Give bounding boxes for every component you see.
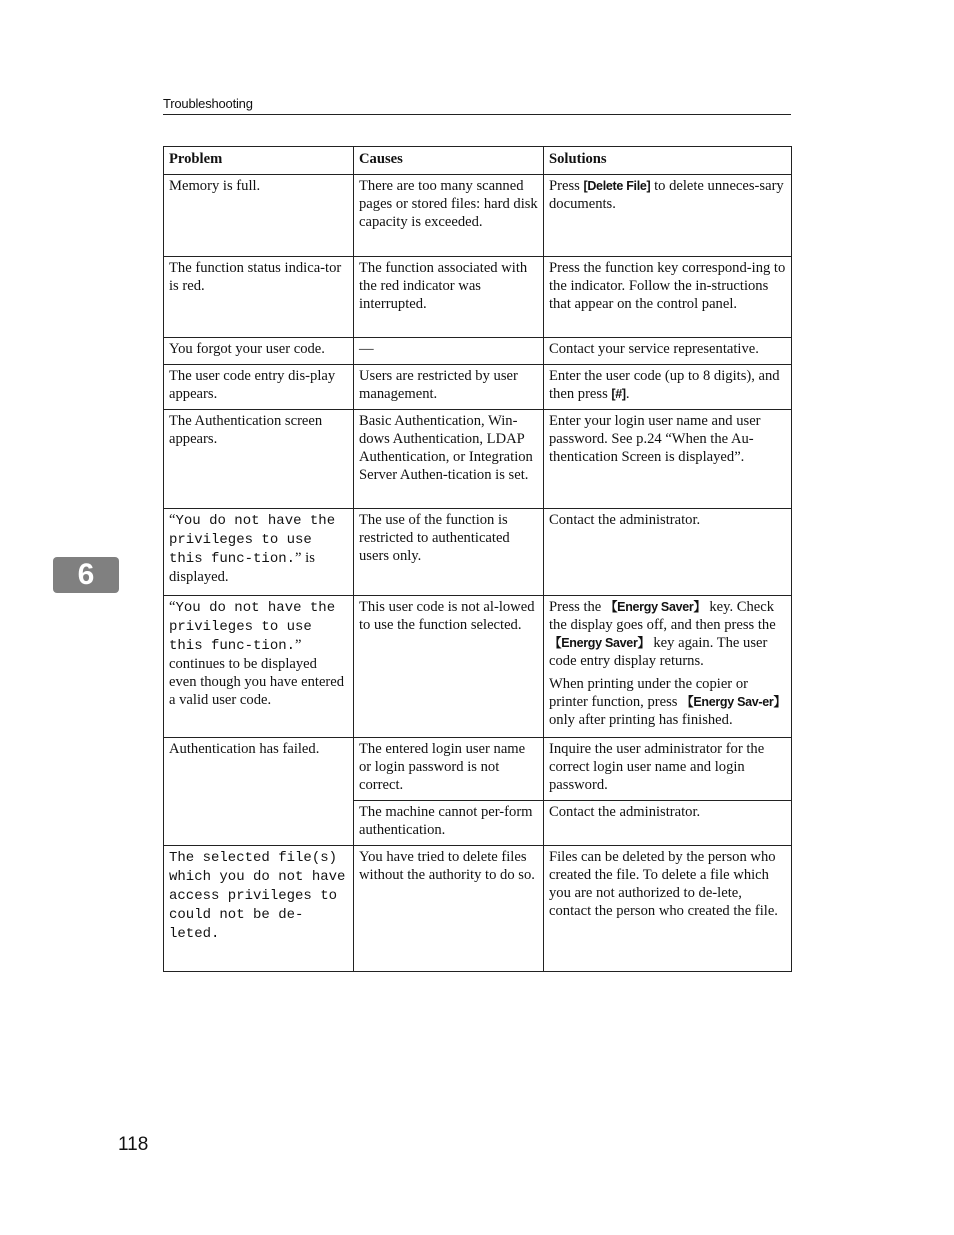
cause-cell: The use of the function is restricted to authenticated users only. [354, 509, 544, 596]
screen-message: You do not have the privileges to use this func-tion. [169, 600, 336, 654]
table-row [164, 846, 792, 972]
column-header-problem: Problem [164, 147, 354, 175]
table-row [164, 175, 792, 257]
quote-mark: “ [169, 512, 176, 528]
energy-saver-key: 【Energy Saver】 [604, 600, 706, 614]
solution-paragraph [549, 598, 786, 670]
problem-cell [164, 596, 354, 738]
screen-message: The selected file(s) which you do not have access privileges to could not be de-leted. [169, 850, 346, 942]
solution-text: key again. The user code entry display returns. [549, 635, 768, 669]
troubleshooting-table [163, 146, 792, 972]
cause-cell: Basic Authentication, Win-dows Authentication, LDAP Authentication, or Integration Server Authen-tication is set. [354, 410, 544, 509]
cause-cell: The function associated with the red indicator was interrupted. [354, 257, 544, 338]
hash-key: [#] [611, 387, 626, 401]
page-number: 118 [118, 1134, 149, 1155]
solution-cell [544, 175, 792, 257]
solution-cell: Contact your service representative. [544, 338, 792, 365]
problem-cell: Authentication has failed. [164, 738, 354, 846]
table-header-row [164, 147, 792, 175]
solution-text: Press the [549, 599, 605, 615]
table-row [164, 410, 792, 509]
problem-cell: The Authentication screen appears. [164, 410, 354, 509]
solution-cell: Enter your login user name and user password. See p.24 “When the Au-thentication Screen is displayed”. [544, 410, 792, 509]
table-row [164, 257, 792, 338]
table-row [164, 596, 792, 738]
table-row [164, 738, 792, 801]
solution-cell [544, 365, 792, 410]
table-row [164, 509, 792, 596]
solution-cell: Contact the administrator. [544, 801, 792, 846]
solution-cell: Press the function key correspond-ing to the indicator. Follow the in-structions that appear on the control panel. [544, 257, 792, 338]
problem-cell: The function status indica-tor is red. [164, 257, 354, 338]
screen-message: You do not have the privileges to use this func-tion. [169, 513, 336, 567]
solution-cell: Contact the administrator. [544, 509, 792, 596]
solution-paragraph [549, 675, 786, 729]
table-row [164, 365, 792, 410]
solution-text: to delete unneces-sary documents. [549, 178, 784, 212]
problem-cell [164, 509, 354, 596]
problem-cell: The user code entry dis-play appears. [164, 365, 354, 410]
cause-cell: The machine cannot per-form authentication. [354, 801, 544, 846]
table-row [164, 338, 792, 365]
solution-text: Press [549, 178, 584, 194]
solution-cell: Files can be deleted by the person who created the file. To delete a file which you are not authorized to de-lete, contact the person who created the file. [544, 846, 792, 972]
quote-mark: “ [169, 599, 176, 615]
problem-cell [164, 846, 354, 972]
solution-text: only after printing has finished. [549, 712, 733, 728]
solution-cell [544, 596, 792, 738]
energy-saver-key: 【Energy Saver】 [549, 636, 650, 650]
cause-cell: — [354, 338, 544, 365]
solution-text: . [625, 386, 630, 402]
solution-text: Enter the user code (up to 8 digits), and then press [549, 368, 780, 402]
column-header-causes: Causes [354, 147, 544, 175]
problem-cell: Memory is full. [164, 175, 354, 257]
energy-saver-key: 【Energy Sav-er】 [681, 695, 786, 709]
problem-text: ” is displayed. [169, 550, 315, 585]
running-header: Troubleshooting [163, 96, 253, 111]
cause-cell: Users are restricted by user management. [354, 365, 544, 410]
solution-text: When printing under the copier or printer function, press [549, 676, 748, 710]
problem-cell: You forgot your user code. [164, 338, 354, 365]
problem-text: ” continues to be displayed even though you have entered a valid user code. [169, 637, 345, 708]
header-rule [163, 114, 791, 115]
cause-cell: There are too many scanned pages or stored files: hard disk capacity is exceeded. [354, 175, 544, 257]
cause-cell: You have tried to delete files without the authority to do so. [354, 846, 544, 972]
cause-cell: The entered login user name or login password is not correct. [354, 738, 544, 801]
solution-text: key. Check the display goes off, and then press the [549, 599, 776, 633]
chapter-tab: 6 [53, 557, 119, 593]
column-header-solutions: Solutions [544, 147, 792, 175]
solution-cell: Inquire the user administrator for the correct login user name and login password. [544, 738, 792, 801]
delete-file-key: [Delete File] [583, 179, 651, 193]
cause-cell: This user code is not al-lowed to use the function selected. [354, 596, 544, 738]
